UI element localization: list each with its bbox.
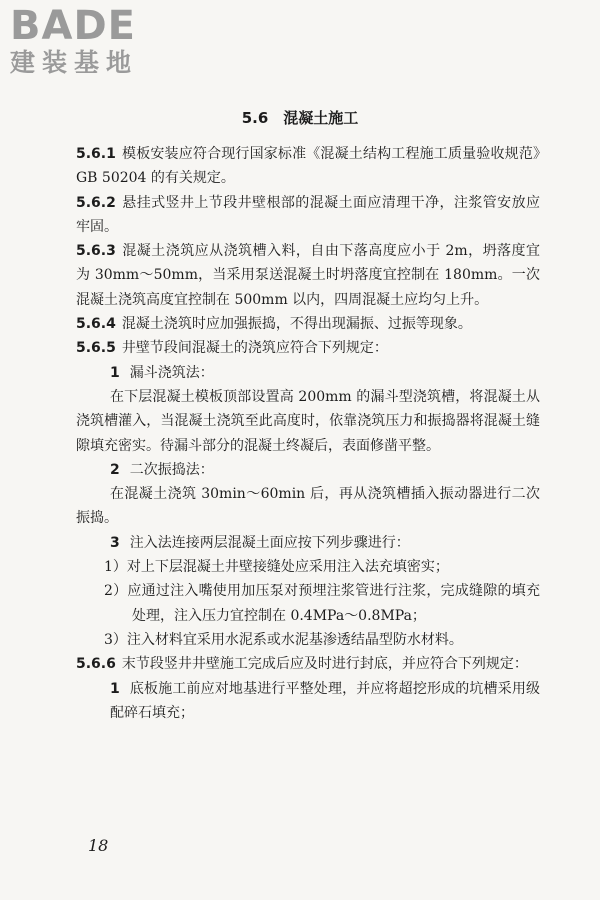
logo-subtitle: 建装基地 xyxy=(10,48,139,77)
list-item xyxy=(76,531,540,555)
section-title: 5.6 混凝土施工 xyxy=(241,109,359,127)
sub-item-text: 对上下层混凝土井壁接缝处应采用注入法充填密实； xyxy=(126,559,449,576)
clause-number: 5.6.1 xyxy=(76,146,116,162)
item-number: 1 xyxy=(110,680,120,697)
list-item xyxy=(76,677,540,726)
sub-item xyxy=(76,628,540,652)
logo-brand: BADE xyxy=(10,3,136,49)
paragraph: 在下层混凝土模板顶部设置高 200mm 的漏斗型浇筑槽，将混凝土从浇筑槽灌入，当混凝土浇筑至此高度时，依靠浇筑压力和振捣器将混凝土缝隙填充密实。待漏斗部分的混凝土终凝后，表面修凿平整。 xyxy=(76,388,540,454)
clause-text: 混凝土浇筑时应加强振捣，不得出现漏振、过振等现象。 xyxy=(121,316,472,333)
sub-item-text: 注入材料宜采用水泥系或水泥基渗透结晶型防水材料。 xyxy=(126,631,463,648)
sub-item xyxy=(76,579,540,628)
clause-text: 井壁节段间混凝土的浇筑应符合下列规定： xyxy=(121,340,388,357)
item-text: 漏斗浇筑法： xyxy=(129,364,214,381)
clause-text: 模板安装应符合现行国家标准《混凝土结构工程施工质量验收规范》GB 50204 的有关规定。 xyxy=(76,146,540,187)
paragraph: 在混凝土浇筑 30min～60min 后，再从浇筑槽插入振动器进行二次振捣。 xyxy=(76,486,540,527)
clause-5-6-3 xyxy=(76,239,540,312)
item-text: 二次振捣法： xyxy=(129,461,214,478)
clause-number: 5.6.3 xyxy=(76,243,116,260)
clause-number: 5.6.5 xyxy=(76,340,116,357)
clause-text: 悬挂式竖井上节段井壁根部的混凝土面应清理干净，注浆管安放应牢固。 xyxy=(76,194,540,235)
logo xyxy=(10,4,180,78)
page-number: 18 xyxy=(88,836,109,855)
clause-number: 5.6.6 xyxy=(76,656,116,673)
item-text: 注入法连接两层混凝土面应按下列步骤进行： xyxy=(129,534,410,551)
sub-item-number: 1） xyxy=(104,559,127,576)
item-number: 3 xyxy=(110,534,120,551)
item-number: 1 xyxy=(110,364,120,381)
clause-5-6-1 xyxy=(76,142,540,191)
item-number: 2 xyxy=(110,461,120,478)
sub-item-number: 2） xyxy=(104,583,128,600)
clause-5-6-5 xyxy=(76,336,540,360)
list-item xyxy=(76,361,540,385)
document-body xyxy=(76,142,540,725)
clause-text: 末节段竖井井壁施工完成后应及时进行封底，并应符合下列规定： xyxy=(121,656,528,673)
clause-number: 5.6.4 xyxy=(76,316,116,333)
clause-5-6-2 xyxy=(76,191,540,240)
sub-item xyxy=(76,555,540,579)
sub-item-text: 应通过注入嘴使用加压泵对预埋注浆管进行注浆，完成缝隙的填充处理，注入压力宜控制在 0.4MPa～0.8MPa； xyxy=(127,583,540,624)
list-item xyxy=(76,458,540,482)
sub-item-number: 3） xyxy=(104,631,127,648)
clause-text: 混凝土浇筑应从浇筑槽入料，自由下落高度应小于 2m，坍落度宜为 30mm～50mm，当采用泵送混凝土时坍落度宜控制在 180mm。一次混凝土浇筑高度宜控制在 500mm 以内，四周混凝土应均匀上升。 xyxy=(76,243,540,308)
clause-5-6-6 xyxy=(76,652,540,676)
clause-5-6-4 xyxy=(76,312,540,336)
item-text: 底板施工前应对地基进行平整处理，并应将超挖形成的坑槽采用级配碎石填充； xyxy=(110,680,540,721)
clause-number: 5.6.2 xyxy=(76,194,116,211)
